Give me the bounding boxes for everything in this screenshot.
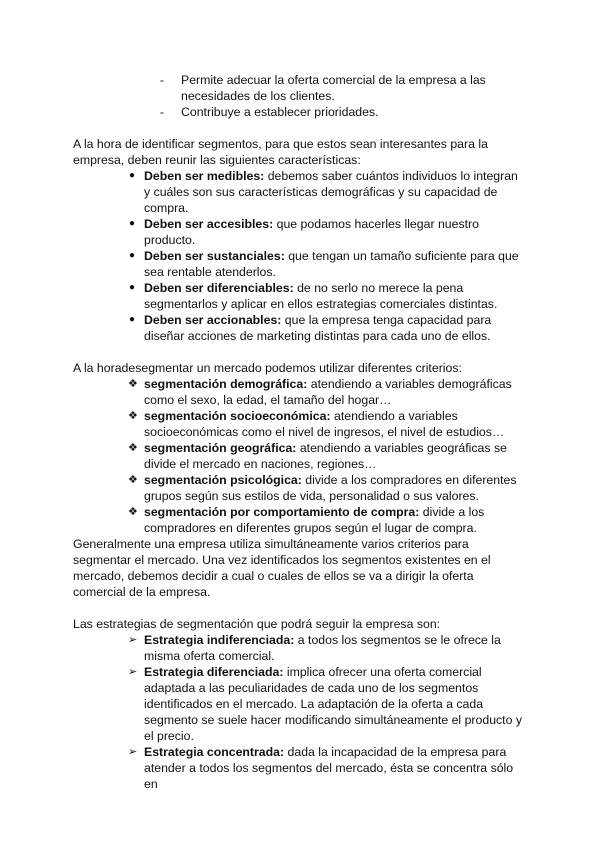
- list-item: [128, 248, 526, 280]
- item-text: debemos saber cuántos individuos lo integran y cuáles son sus características demográficas y su capacidad de compra.: [144, 169, 518, 215]
- diamond-bullet-icon: ❖: [128, 442, 138, 454]
- bullet-icon: ●: [129, 314, 136, 325]
- list-item: [128, 472, 526, 504]
- item-text: que tengan un tamaño suficiente para que sea rentable atenderlos.: [144, 249, 519, 279]
- paragraph-segment-choice: Generalmente una empresa utiliza simultáneamente varios criterios para segmentar el mercado. Una vez identificados los segmentos existentes en el mercado, debemos decidir a cual o cuales de ellos se va a dirigir la oferta comercial de la empresa.: [73, 537, 491, 599]
- item-term: Deben ser accesibles:: [144, 217, 274, 231]
- item-text: divide a los compradores en diferentes grupos según sus estilos de vida, personalidad o sus valores.: [144, 473, 517, 503]
- paragraph-criteria-intro: A la horadesegmentar un mercado podemos utilizar diferentes criterios:: [73, 361, 462, 375]
- item-text: implica ofrecer una oferta comercial adaptada a las peculiaridades de cada uno de los segmentos identificados en el mercado. La adaptación de la oferta a cada segmento se suele hacer modificando simultáneamente el producto y el precio.: [144, 665, 523, 743]
- arrow-bullet-icon: ➢: [128, 666, 138, 678]
- item-term: Deben ser sustanciales:: [144, 249, 285, 263]
- diamond-bullet-icon: ❖: [128, 474, 138, 486]
- item-term: Estrategia diferenciada:: [144, 665, 284, 679]
- diamond-bullet-icon: ❖: [128, 506, 138, 518]
- list-item: [128, 744, 526, 792]
- bullet-icon: ●: [129, 250, 136, 261]
- list-item: [128, 280, 526, 312]
- list-item: [128, 408, 526, 440]
- item-term: Deben ser medibles:: [144, 169, 265, 183]
- dash-list: [160, 72, 500, 120]
- list-item-text: Contribuye a establecer prioridades.: [181, 105, 379, 119]
- list-item-text: Permite adecuar la oferta comercial de la empresa a las necesidades de los clientes.: [181, 73, 486, 103]
- item-term: segmentación geográfica:: [144, 441, 297, 455]
- item-text: que la empresa tenga capacidad para diseñar acciones de marketing distintas para cada uno de ellos.: [144, 313, 492, 343]
- list-item: [128, 632, 526, 664]
- bullet-icon: ●: [129, 218, 136, 229]
- list-item: [128, 376, 526, 408]
- item-term: Estrategia concentrada:: [144, 745, 285, 759]
- item-text: dada la incapacidad de la empresa para atender a todos los segmentos del mercado, ésta se concentra sólo en: [144, 745, 514, 791]
- strategies-list: [128, 632, 526, 792]
- item-text: divide a los compradores en diferentes grupos según el lugar de compra.: [144, 505, 485, 535]
- bullet-icon: ●: [129, 282, 136, 293]
- list-item: [160, 72, 500, 104]
- bullet-icon: ●: [129, 170, 136, 181]
- item-term: Estrategia indiferenciada:: [144, 633, 295, 647]
- paragraph-characteristics-intro: A la hora de identificar segmentos, para que estos sean interesantes para la empresa, deben reunir las siguientes características:: [73, 137, 488, 167]
- item-text: atendiendo a variables socioeconómicas como el nivel de ingresos, el nivel de estudios…: [144, 409, 505, 439]
- list-item: [128, 168, 526, 216]
- diamond-bullet-icon: ❖: [128, 410, 138, 422]
- item-text: atendiendo a variables demográficas como el sexo, la edad, el tamaño del hogar…: [144, 377, 512, 407]
- arrow-bullet-icon: ➢: [128, 634, 138, 646]
- item-term: Deben ser accionables:: [144, 313, 282, 327]
- criteria-list: [128, 376, 526, 536]
- arrow-bullet-icon: ➢: [128, 746, 138, 758]
- item-term: segmentación demográfica:: [144, 377, 308, 391]
- dash-marker: -: [160, 105, 165, 119]
- characteristics-list: [128, 168, 526, 344]
- item-text: a todos los segmentos se le ofrece la misma oferta comercial.: [144, 633, 501, 663]
- item-term: segmentación por comportamiento de compra:: [144, 505, 420, 519]
- diamond-bullet-icon: ❖: [128, 378, 138, 390]
- item-term: segmentación psicológica:: [144, 473, 302, 487]
- item-text: atendiendo a variables geográficas se divide el mercado en naciones, regiones…: [144, 441, 507, 471]
- list-item: [128, 216, 526, 248]
- item-term: segmentación socioeconómica:: [144, 409, 331, 423]
- list-item: [128, 440, 526, 472]
- list-item: [128, 504, 526, 536]
- dash-marker: -: [160, 73, 165, 87]
- item-term: Deben ser diferenciables:: [144, 281, 294, 295]
- paragraph-strategies-intro: Las estrategias de segmentación que podrá seguir la empresa son:: [73, 617, 441, 631]
- item-text: que podamos hacerles llegar nuestro producto.: [144, 217, 479, 247]
- list-item: [128, 664, 526, 744]
- item-text: de no serlo no merece la pena segmentarlos y aplicar en ellos estrategias comerciales distintas.: [144, 281, 498, 311]
- list-item: [128, 312, 526, 344]
- list-item: [160, 104, 500, 120]
